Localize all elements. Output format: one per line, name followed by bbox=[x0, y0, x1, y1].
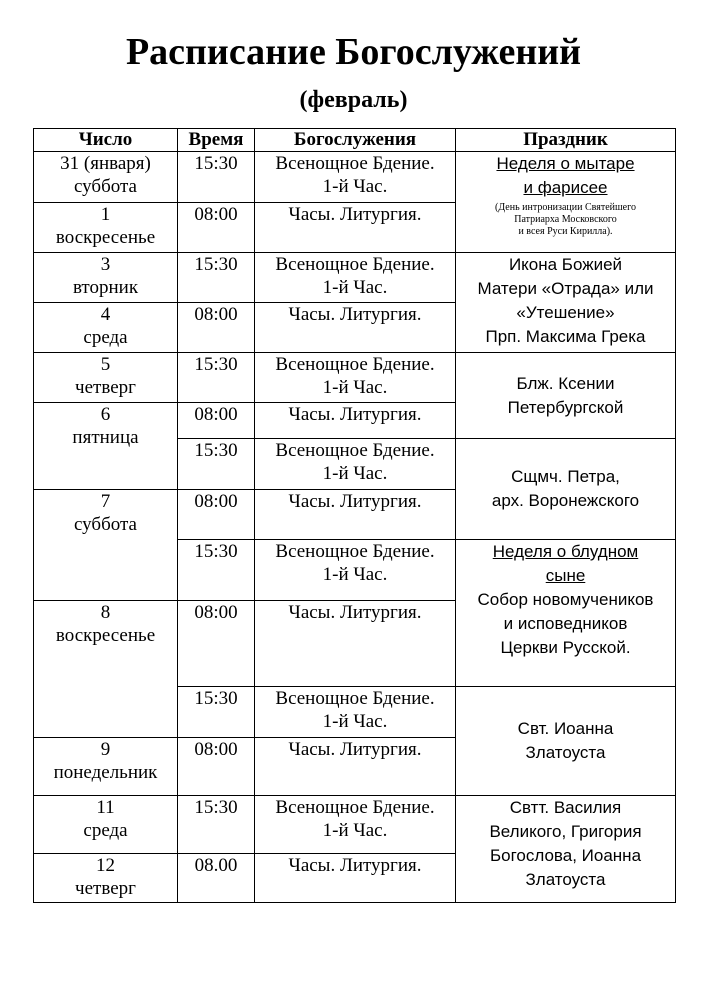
feast-title-underlined: Неделя о мытаре bbox=[496, 154, 635, 173]
service-cell bbox=[255, 601, 456, 687]
column-header-service: Богослужения bbox=[255, 129, 456, 152]
day-weekday: четверг bbox=[75, 878, 136, 899]
day-weekday: воскресенье bbox=[55, 227, 156, 248]
column-header-feast: Праздник bbox=[456, 129, 676, 152]
day-cell bbox=[34, 796, 178, 854]
day-cell bbox=[34, 353, 178, 403]
feast-cell bbox=[456, 253, 676, 353]
day-date: 3 bbox=[100, 254, 111, 275]
day-cell bbox=[34, 490, 178, 601]
day-weekday: суббота bbox=[74, 514, 137, 535]
day-cell bbox=[34, 303, 178, 353]
service-cell bbox=[255, 303, 456, 353]
service-line: Всенощное Бдение. bbox=[275, 688, 435, 709]
feast-note-line: Патриарха Московского bbox=[514, 214, 617, 225]
service-line: Часы. Литургия. bbox=[288, 304, 422, 325]
day-cell bbox=[34, 253, 178, 303]
service-line: Всенощное Бдение. bbox=[275, 440, 435, 461]
time-cell: 15:30 bbox=[178, 152, 255, 203]
service-line: 1-й Час. bbox=[322, 176, 388, 197]
feast-title-underlined: и фарисее bbox=[523, 178, 608, 197]
feast-line: Церкви Русской. bbox=[500, 638, 631, 657]
time-cell: 08:00 bbox=[178, 490, 255, 540]
day-weekday: четверг bbox=[75, 377, 136, 398]
service-line: 1-й Час. bbox=[322, 711, 388, 732]
feast-line: Златоуста bbox=[525, 870, 606, 889]
feast-note-line: и всея Руси Кирилла). bbox=[518, 226, 613, 237]
feast-line: Богослова, Иоанна bbox=[489, 846, 642, 865]
feast-line: «Утешение» bbox=[516, 303, 615, 322]
feast-title-underlined: Неделя о блудном bbox=[492, 542, 639, 561]
feast-cell bbox=[456, 796, 676, 903]
service-line: Часы. Литургия. bbox=[288, 855, 422, 876]
feast-note bbox=[460, 202, 671, 238]
day-weekday: суббота bbox=[74, 176, 137, 197]
day-weekday: среда bbox=[83, 327, 128, 348]
page-subtitle: (февраль) bbox=[299, 87, 408, 113]
service-cell bbox=[255, 796, 456, 854]
day-weekday: вторник bbox=[72, 277, 139, 298]
day-date: 4 bbox=[100, 304, 111, 325]
feast-line: Златоуста bbox=[525, 743, 606, 762]
feast-line: Свт. Иоанна bbox=[517, 719, 614, 738]
table-row bbox=[34, 152, 676, 203]
table-row bbox=[34, 796, 676, 854]
service-line: 1-й Час. bbox=[322, 564, 388, 585]
service-line: Всенощное Бдение. bbox=[275, 797, 435, 818]
service-cell bbox=[255, 738, 456, 796]
table-row bbox=[34, 253, 676, 303]
feast-cell bbox=[456, 687, 676, 796]
day-date: 7 bbox=[100, 491, 111, 512]
feast-line: Свтт. Василия bbox=[509, 798, 622, 817]
service-line: Всенощное Бдение. bbox=[275, 354, 435, 375]
day-cell bbox=[34, 738, 178, 796]
service-cell bbox=[255, 854, 456, 903]
service-cell bbox=[255, 540, 456, 601]
day-weekday: среда bbox=[83, 820, 128, 841]
day-date: 8 bbox=[100, 602, 111, 623]
day-weekday: пятница bbox=[72, 427, 139, 448]
service-line: Всенощное Бдение. bbox=[275, 254, 435, 275]
column-header-date: Число bbox=[34, 129, 178, 152]
time-cell: 08:00 bbox=[178, 203, 255, 253]
feast-cell bbox=[456, 152, 676, 253]
service-line: 1-й Час. bbox=[322, 463, 388, 484]
time-cell: 08:00 bbox=[178, 738, 255, 796]
service-line: Часы. Литургия. bbox=[288, 602, 422, 623]
service-cell bbox=[255, 203, 456, 253]
day-cell bbox=[34, 152, 178, 203]
time-cell: 08:00 bbox=[178, 601, 255, 687]
service-line: Всенощное Бдение. bbox=[275, 153, 435, 174]
service-line: Часы. Литургия. bbox=[288, 739, 422, 760]
feast-line: Собор новомучеников bbox=[477, 590, 654, 609]
service-line: Часы. Литургия. bbox=[288, 491, 422, 512]
day-cell bbox=[34, 203, 178, 253]
day-date: 11 bbox=[96, 797, 115, 818]
time-cell: 15:30 bbox=[178, 253, 255, 303]
day-weekday: понедельник bbox=[53, 762, 158, 783]
day-cell bbox=[34, 403, 178, 490]
table-header-row bbox=[34, 129, 676, 152]
time-cell: 15:30 bbox=[178, 353, 255, 403]
feast-line: и исповедников bbox=[503, 614, 628, 633]
day-date: 9 bbox=[100, 739, 111, 760]
feast-title-underlined: сыне bbox=[545, 566, 586, 585]
day-date: 31 (января) bbox=[60, 153, 151, 174]
time-cell: 08:00 bbox=[178, 403, 255, 439]
feast-line: арх. Воронежского bbox=[491, 491, 640, 510]
service-line: Часы. Литургия. bbox=[288, 204, 422, 225]
time-cell: 15:30 bbox=[178, 540, 255, 601]
feast-cell bbox=[456, 439, 676, 540]
day-date: 12 bbox=[96, 855, 115, 876]
service-cell bbox=[255, 687, 456, 738]
table-row bbox=[34, 353, 676, 403]
feast-cell bbox=[456, 540, 676, 687]
feast-line: Сщмч. Петра, bbox=[511, 467, 620, 486]
feast-line: Икона Божией bbox=[508, 255, 623, 274]
feast-note-line: (День интронизации Святейшего bbox=[495, 202, 636, 213]
day-weekday: воскресенье bbox=[55, 625, 156, 646]
feast-line: Петербургской bbox=[507, 397, 624, 417]
time-cell: 08:00 bbox=[178, 303, 255, 353]
time-cell: 15:30 bbox=[178, 687, 255, 738]
page-title: Расписание Богослужений bbox=[125, 31, 582, 73]
time-cell: 15:30 bbox=[178, 439, 255, 490]
service-cell bbox=[255, 490, 456, 540]
time-cell: 08.00 bbox=[178, 854, 255, 903]
service-cell bbox=[255, 353, 456, 403]
service-cell bbox=[255, 439, 456, 490]
day-cell bbox=[34, 854, 178, 903]
service-cell bbox=[255, 152, 456, 203]
column-header-time: Время bbox=[178, 129, 255, 152]
day-date: 5 bbox=[100, 354, 111, 375]
service-cell bbox=[255, 253, 456, 303]
schedule-table bbox=[33, 128, 676, 903]
service-line: Часы. Литургия. bbox=[288, 404, 422, 425]
feast-line: Великого, Григория bbox=[489, 822, 642, 841]
day-date: 6 bbox=[100, 404, 111, 425]
service-line: 1-й Час. bbox=[322, 820, 388, 841]
service-line: Всенощное Бдение. bbox=[275, 541, 435, 562]
day-cell bbox=[34, 601, 178, 738]
day-date: 1 bbox=[100, 204, 111, 225]
feast-line: Прп. Максима Грека bbox=[485, 327, 646, 346]
feast-line: Блж. Ксении bbox=[516, 373, 615, 393]
feast-cell bbox=[456, 353, 676, 439]
service-line: 1-й Час. bbox=[322, 377, 388, 398]
feast-line: Матери «Отрада» или bbox=[477, 279, 654, 298]
service-cell bbox=[255, 403, 456, 439]
service-line: 1-й Час. bbox=[322, 277, 388, 298]
time-cell: 15:30 bbox=[178, 796, 255, 854]
